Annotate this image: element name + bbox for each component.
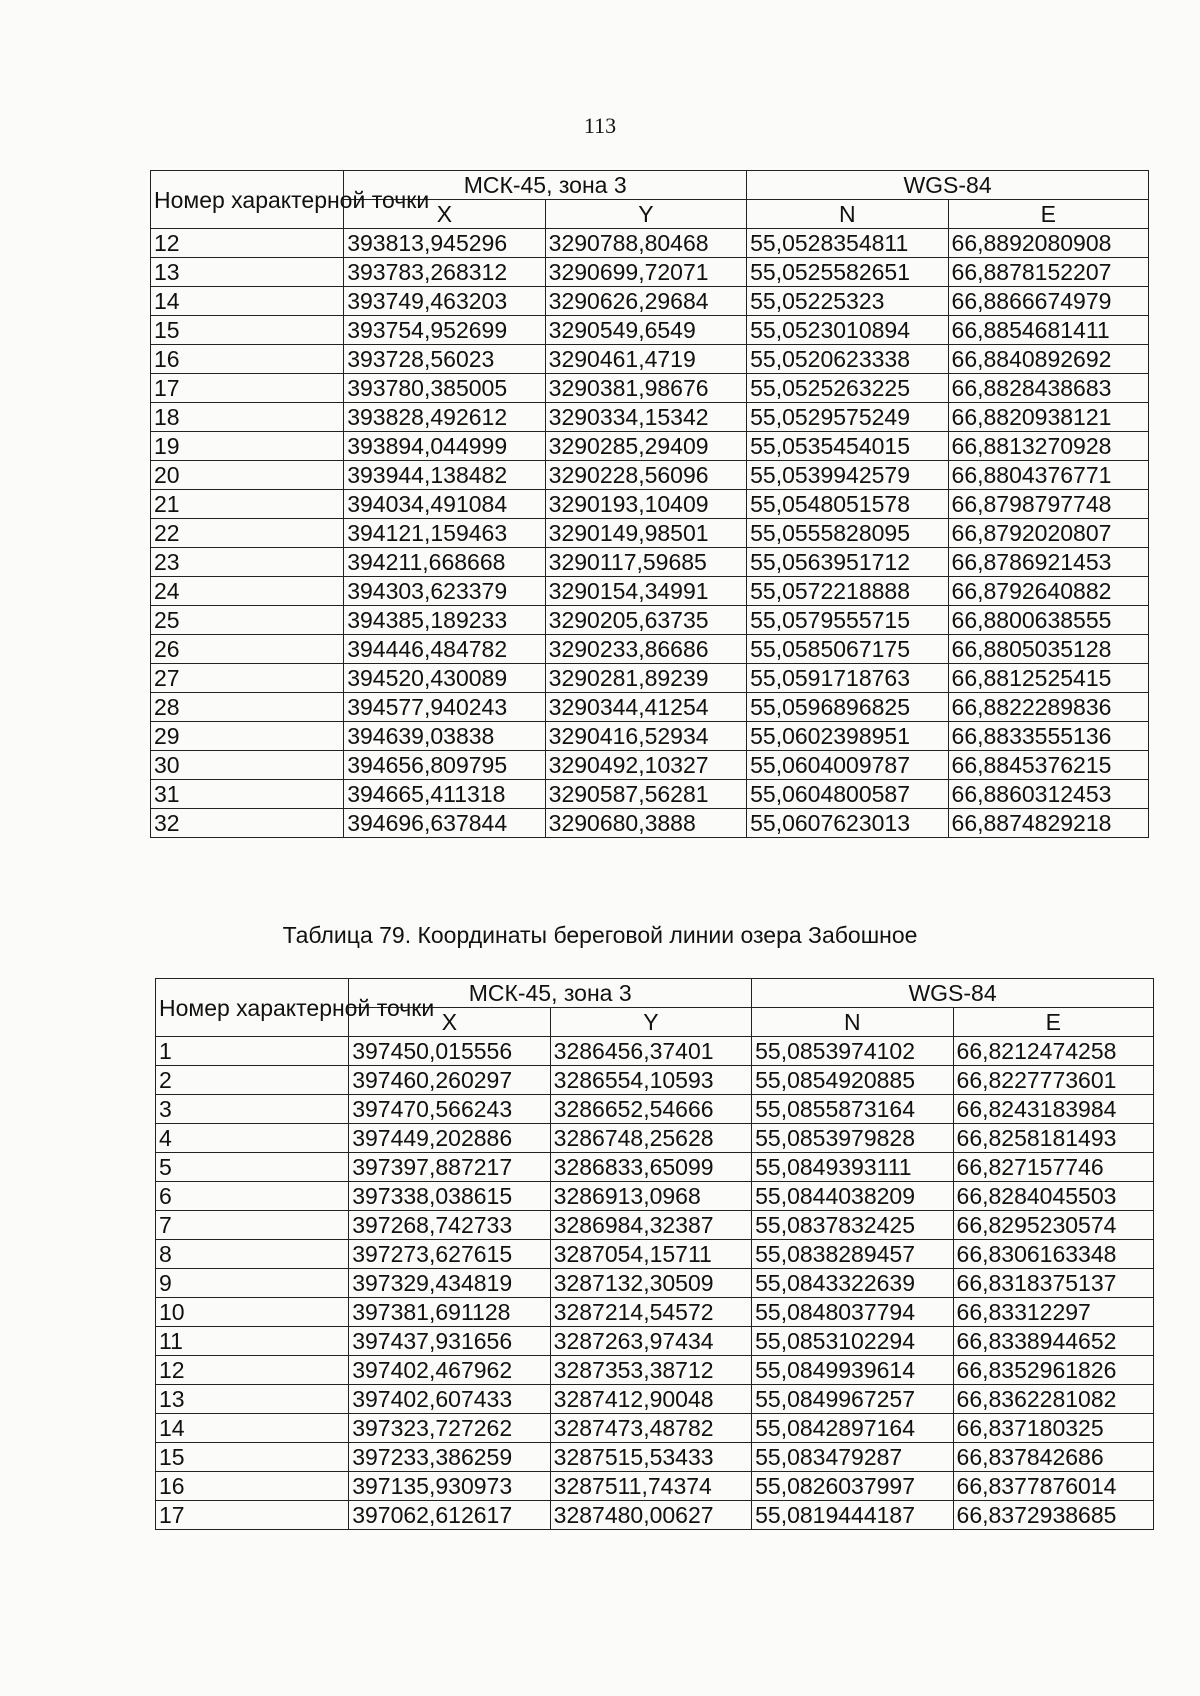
table-row	[151, 606, 1149, 635]
y-cell: 3286833,65099	[550, 1153, 751, 1182]
x-cell: 394696,637844	[344, 809, 545, 838]
page-number: 113	[583, 113, 617, 138]
x-header: X	[349, 1008, 550, 1037]
e-cell: 66,8786921453	[948, 548, 1148, 577]
table-1-body	[151, 229, 1149, 838]
table-caption: Таблица 79. Координаты береговой линии озера Забошное	[282, 922, 918, 948]
point-number-cell: 26	[151, 635, 344, 664]
x-cell: 394034,491084	[344, 490, 545, 519]
n-cell: 55,0849967257	[752, 1385, 953, 1414]
y-header: Y	[550, 1008, 751, 1037]
y-cell: 3290549,6549	[545, 316, 746, 345]
n-cell: 55,0602398951	[747, 722, 948, 751]
n-header: N	[747, 200, 948, 229]
table-row	[151, 461, 1149, 490]
x-cell: 397338,038615	[349, 1182, 550, 1211]
table-row	[156, 1385, 1154, 1414]
n-cell: 55,0585067175	[747, 635, 948, 664]
point-number-cell: 28	[151, 693, 344, 722]
x-cell: 393894,044999	[344, 432, 545, 461]
point-number-cell: 21	[151, 490, 344, 519]
e-cell: 66,8892080908	[948, 229, 1148, 258]
point-number-cell: 15	[151, 316, 344, 345]
x-header: X	[344, 200, 545, 229]
y-cell: 3287515,53433	[550, 1443, 751, 1472]
e-cell: 66,8798797748	[948, 490, 1148, 519]
n-cell: 55,0849939614	[752, 1356, 953, 1385]
x-cell: 397460,260297	[349, 1066, 550, 1095]
x-cell: 393813,945296	[344, 229, 545, 258]
e-cell: 66,8805035128	[948, 635, 1148, 664]
x-cell: 394303,623379	[344, 577, 545, 606]
point-number-cell: 14	[156, 1414, 349, 1443]
e-cell: 66,837842686	[953, 1443, 1153, 1472]
n-cell: 55,0604800587	[747, 780, 948, 809]
point-number-cell: 10	[156, 1298, 349, 1327]
table-row	[156, 1124, 1154, 1153]
x-cell: 397233,386259	[349, 1443, 550, 1472]
point-number-cell: 13	[156, 1385, 349, 1414]
e-cell: 66,8318375137	[953, 1269, 1153, 1298]
e-cell: 66,8284045503	[953, 1182, 1153, 1211]
point-number-header: Номер характерной точки	[156, 979, 349, 1037]
e-cell: 66,8792640882	[948, 577, 1148, 606]
y-cell: 3287480,00627	[550, 1501, 751, 1530]
e-cell: 66,8845376215	[948, 751, 1148, 780]
table-row	[156, 1472, 1154, 1501]
table-row	[156, 1037, 1154, 1066]
x-cell: 393944,138482	[344, 461, 545, 490]
e-cell: 66,8874829218	[948, 809, 1148, 838]
n-cell: 55,0535454015	[747, 432, 948, 461]
point-number-cell: 31	[151, 780, 344, 809]
x-cell: 394520,430089	[344, 664, 545, 693]
point-number-cell: 20	[151, 461, 344, 490]
y-cell: 3290205,63735	[545, 606, 746, 635]
n-cell: 55,0842897164	[752, 1414, 953, 1443]
e-cell: 66,8212474258	[953, 1037, 1153, 1066]
coordinates-table-2	[155, 978, 1154, 1530]
point-number-cell: 30	[151, 751, 344, 780]
table-row	[151, 374, 1149, 403]
table-row	[151, 635, 1149, 664]
table-row	[156, 1501, 1154, 1530]
y-cell: 3286456,37401	[550, 1037, 751, 1066]
y-cell: 3287511,74374	[550, 1472, 751, 1501]
n-cell: 55,0848037794	[752, 1298, 953, 1327]
table-row	[151, 519, 1149, 548]
table-row	[151, 258, 1149, 287]
n-cell: 55,0826037997	[752, 1472, 953, 1501]
point-number-cell: 13	[151, 258, 344, 287]
y-cell: 3290699,72071	[545, 258, 746, 287]
point-number-cell: 12	[156, 1356, 349, 1385]
e-cell: 66,8792020807	[948, 519, 1148, 548]
x-cell: 393754,952699	[344, 316, 545, 345]
table-2-header	[156, 979, 1154, 1037]
point-number-cell: 19	[151, 432, 344, 461]
y-cell: 3287412,90048	[550, 1385, 751, 1414]
e-cell: 66,8372938685	[953, 1501, 1153, 1530]
point-number-cell: 6	[156, 1182, 349, 1211]
y-cell: 3286913,0968	[550, 1182, 751, 1211]
x-cell: 393780,385005	[344, 374, 545, 403]
n-cell: 55,0843322639	[752, 1269, 953, 1298]
point-number-cell: 16	[151, 345, 344, 374]
msk-header: МСК-45, зона 3	[344, 171, 747, 200]
n-cell: 55,0837832425	[752, 1211, 953, 1240]
n-cell: 55,0563951712	[747, 548, 948, 577]
e-cell: 66,8804376771	[948, 461, 1148, 490]
y-cell: 3286748,25628	[550, 1124, 751, 1153]
y-cell: 3290416,52934	[545, 722, 746, 751]
n-cell: 55,0607623013	[747, 809, 948, 838]
table-row	[151, 693, 1149, 722]
table-row	[156, 1356, 1154, 1385]
table-2-body	[156, 1037, 1154, 1530]
y-cell: 3286652,54666	[550, 1095, 751, 1124]
x-cell: 397397,887217	[349, 1153, 550, 1182]
point-number-cell: 14	[151, 287, 344, 316]
table-row	[151, 548, 1149, 577]
table-row	[156, 1414, 1154, 1443]
x-cell: 397450,015556	[349, 1037, 550, 1066]
x-cell: 397273,627615	[349, 1240, 550, 1269]
e-cell: 66,8800638555	[948, 606, 1148, 635]
table-row	[151, 751, 1149, 780]
y-cell: 3290285,29409	[545, 432, 746, 461]
table-row	[151, 287, 1149, 316]
table-row	[156, 1095, 1154, 1124]
e-cell: 66,837180325	[953, 1414, 1153, 1443]
table-row	[156, 1298, 1154, 1327]
y-cell: 3290233,86686	[545, 635, 746, 664]
n-cell: 55,0523010894	[747, 316, 948, 345]
x-cell: 393749,463203	[344, 287, 545, 316]
x-cell: 394121,159463	[344, 519, 545, 548]
point-number-cell: 18	[151, 403, 344, 432]
y-cell: 3290461,4719	[545, 345, 746, 374]
x-cell: 394639,03838	[344, 722, 545, 751]
point-number-cell: 9	[156, 1269, 349, 1298]
e-header: E	[953, 1008, 1153, 1037]
table-row	[156, 1327, 1154, 1356]
y-cell: 3290334,15342	[545, 403, 746, 432]
y-cell: 3290788,80468	[545, 229, 746, 258]
point-number-cell: 17	[156, 1501, 349, 1530]
x-cell: 394385,189233	[344, 606, 545, 635]
point-number-cell: 29	[151, 722, 344, 751]
y-cell: 3290154,34991	[545, 577, 746, 606]
n-cell: 55,05225323	[747, 287, 948, 316]
x-cell: 393828,492612	[344, 403, 545, 432]
y-cell: 3290193,10409	[545, 490, 746, 519]
e-cell: 66,8866674979	[948, 287, 1148, 316]
n-cell: 55,0548051578	[747, 490, 948, 519]
point-number-cell: 3	[156, 1095, 349, 1124]
n-cell: 55,0525582651	[747, 258, 948, 287]
e-cell: 66,8822289836	[948, 693, 1148, 722]
e-cell: 66,8833555136	[948, 722, 1148, 751]
table-row	[156, 1182, 1154, 1211]
point-number-cell: 32	[151, 809, 344, 838]
n-cell: 55,083479287	[752, 1443, 953, 1472]
y-cell: 3287214,54572	[550, 1298, 751, 1327]
point-number-header: Номер характерной точки	[151, 171, 344, 229]
x-cell: 397323,727262	[349, 1414, 550, 1443]
point-number-cell: 4	[156, 1124, 349, 1153]
n-cell: 55,0520623338	[747, 345, 948, 374]
n-cell: 55,0528354811	[747, 229, 948, 258]
point-number-cell: 11	[156, 1327, 349, 1356]
e-cell: 66,8878152207	[948, 258, 1148, 287]
e-cell: 66,8243183984	[953, 1095, 1153, 1124]
y-cell: 3290492,10327	[545, 751, 746, 780]
e-cell: 66,8820938121	[948, 403, 1148, 432]
x-cell: 397470,566243	[349, 1095, 550, 1124]
table-row	[151, 780, 1149, 809]
table-row	[151, 577, 1149, 606]
table-row	[151, 316, 1149, 345]
e-cell: 66,8338944652	[953, 1327, 1153, 1356]
n-cell: 55,0853102294	[752, 1327, 953, 1356]
e-cell: 66,8306163348	[953, 1240, 1153, 1269]
n-cell: 55,0604009787	[747, 751, 948, 780]
point-number-cell: 1	[156, 1037, 349, 1066]
table-row	[151, 664, 1149, 693]
x-cell: 397268,742733	[349, 1211, 550, 1240]
point-number-cell: 16	[156, 1472, 349, 1501]
e-cell: 66,8377876014	[953, 1472, 1153, 1501]
y-cell: 3290587,56281	[545, 780, 746, 809]
x-cell: 397402,607433	[349, 1385, 550, 1414]
y-cell: 3290626,29684	[545, 287, 746, 316]
e-cell: 66,8860312453	[948, 780, 1148, 809]
point-number-cell: 27	[151, 664, 344, 693]
table-row	[156, 1211, 1154, 1240]
n-cell: 55,0849393111	[752, 1153, 953, 1182]
e-cell: 66,8840892692	[948, 345, 1148, 374]
y-cell: 3287353,38712	[550, 1356, 751, 1385]
n-cell: 55,0855873164	[752, 1095, 953, 1124]
y-cell: 3287132,30509	[550, 1269, 751, 1298]
e-cell: 66,8258181493	[953, 1124, 1153, 1153]
n-cell: 55,0539942579	[747, 461, 948, 490]
table-row	[156, 1240, 1154, 1269]
e-cell: 66,8854681411	[948, 316, 1148, 345]
e-cell: 66,83312297	[953, 1298, 1153, 1327]
e-cell: 66,8813270928	[948, 432, 1148, 461]
y-cell: 3290228,56096	[545, 461, 746, 490]
n-cell: 55,0525263225	[747, 374, 948, 403]
point-number-cell: 7	[156, 1211, 349, 1240]
point-number-cell: 24	[151, 577, 344, 606]
e-cell: 66,8362281082	[953, 1385, 1153, 1414]
n-cell: 55,0529575249	[747, 403, 948, 432]
y-cell: 3286984,32387	[550, 1211, 751, 1240]
x-cell: 397437,931656	[349, 1327, 550, 1356]
point-number-cell: 17	[151, 374, 344, 403]
x-cell: 397449,202886	[349, 1124, 550, 1153]
n-cell: 55,0555828095	[747, 519, 948, 548]
y-cell: 3287054,15711	[550, 1240, 751, 1269]
y-cell: 3290381,98676	[545, 374, 746, 403]
point-number-cell: 22	[151, 519, 344, 548]
n-cell: 55,0854920885	[752, 1066, 953, 1095]
e-cell: 66,827157746	[953, 1153, 1153, 1182]
e-cell: 66,8295230574	[953, 1211, 1153, 1240]
table-row	[151, 490, 1149, 519]
y-header: Y	[545, 200, 746, 229]
n-cell: 55,0579555715	[747, 606, 948, 635]
e-cell: 66,8812525415	[948, 664, 1148, 693]
x-cell: 394656,809795	[344, 751, 545, 780]
table-row	[151, 722, 1149, 751]
x-cell: 393783,268312	[344, 258, 545, 287]
n-cell: 55,0591718763	[747, 664, 948, 693]
x-cell: 397381,691128	[349, 1298, 550, 1327]
table-row	[151, 345, 1149, 374]
n-cell: 55,0572218888	[747, 577, 948, 606]
n-cell: 55,0838289457	[752, 1240, 953, 1269]
point-number-cell: 12	[151, 229, 344, 258]
table-row	[151, 229, 1149, 258]
e-header: E	[948, 200, 1148, 229]
point-number-cell: 5	[156, 1153, 349, 1182]
coordinates-table-1	[150, 170, 1149, 838]
e-cell: 66,8828438683	[948, 374, 1148, 403]
n-cell: 55,0853974102	[752, 1037, 953, 1066]
wgs-header: WGS-84	[747, 171, 1149, 200]
y-cell: 3287263,97434	[550, 1327, 751, 1356]
y-cell: 3287473,48782	[550, 1414, 751, 1443]
point-number-cell: 25	[151, 606, 344, 635]
x-cell: 397402,467962	[349, 1356, 550, 1385]
e-cell: 66,8227773601	[953, 1066, 1153, 1095]
point-number-cell: 2	[156, 1066, 349, 1095]
table-row	[156, 1153, 1154, 1182]
n-header: N	[752, 1008, 953, 1037]
table-row	[151, 403, 1149, 432]
y-cell: 3286554,10593	[550, 1066, 751, 1095]
msk-header: МСК-45, зона 3	[349, 979, 752, 1008]
n-cell: 55,0596896825	[747, 693, 948, 722]
table-row	[151, 432, 1149, 461]
y-cell: 3290117,59685	[545, 548, 746, 577]
table-1-header	[151, 171, 1149, 229]
x-cell: 393728,56023	[344, 345, 545, 374]
x-cell: 397329,434819	[349, 1269, 550, 1298]
n-cell: 55,0844038209	[752, 1182, 953, 1211]
n-cell: 55,0819444187	[752, 1501, 953, 1530]
point-number-cell: 8	[156, 1240, 349, 1269]
e-cell: 66,8352961826	[953, 1356, 1153, 1385]
x-cell: 394577,940243	[344, 693, 545, 722]
y-cell: 3290680,3888	[545, 809, 746, 838]
point-number-cell: 15	[156, 1443, 349, 1472]
wgs-header: WGS-84	[752, 979, 1154, 1008]
n-cell: 55,0853979828	[752, 1124, 953, 1153]
table-row	[156, 1269, 1154, 1298]
y-cell: 3290281,89239	[545, 664, 746, 693]
y-cell: 3290149,98501	[545, 519, 746, 548]
table-row	[156, 1443, 1154, 1472]
table-row	[156, 1066, 1154, 1095]
x-cell: 394211,668668	[344, 548, 545, 577]
x-cell: 394446,484782	[344, 635, 545, 664]
x-cell: 394665,411318	[344, 780, 545, 809]
table-row	[151, 809, 1149, 838]
y-cell: 3290344,41254	[545, 693, 746, 722]
point-number-cell: 23	[151, 548, 344, 577]
x-cell: 397135,930973	[349, 1472, 550, 1501]
x-cell: 397062,612617	[349, 1501, 550, 1530]
